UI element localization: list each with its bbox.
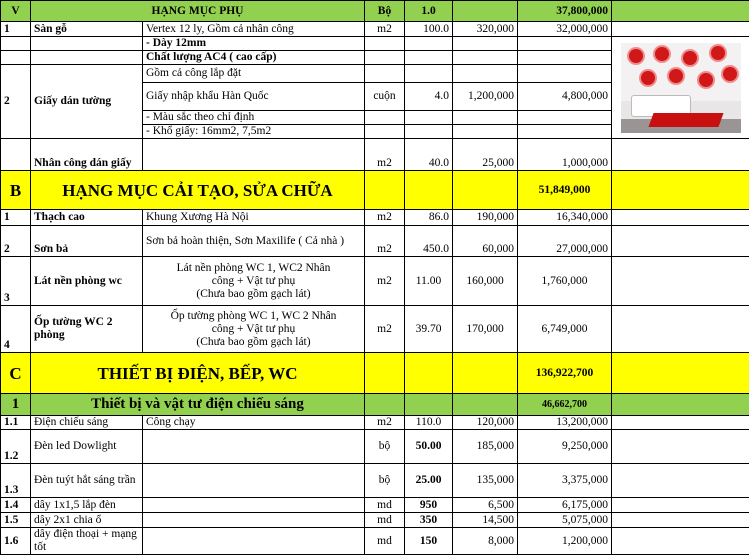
table-row: 2 Giấy dán tường Gồm cả công lắp đặt: [1, 65, 749, 83]
header-title: HẠNG MỤC PHỤ: [31, 1, 365, 22]
table-row: 3 Lát nền phòng wc Lát nền phòng WC 1, WC2 Nhân công + Vật tư phụ (Chưa bao gồm gạch lát) m2 11.00 160,000 1,760,000: [1, 257, 749, 306]
header-row: [1, 1, 749, 22]
table-row: Chất lượng AC4 ( cao cấp): [1, 51, 749, 65]
wallpaper-photo-cell: [612, 37, 749, 139]
table-row: 1.4 dây 1x1,5 lắp đèn md 950 6,500 6,175,000: [1, 498, 749, 513]
section-c-row: C THIẾT BỊ ĐIỆN, BẾP, WC 136,922,700: [1, 353, 749, 394]
subsection-1-row: 1 Thiết bị và vật tư điện chiếu sáng 46,662,700: [1, 394, 749, 416]
table-row: 1 Sàn gỗ Vertex 12 ly, Gồm cả nhân công m2 100.0 320,000 32,000,000: [1, 22, 749, 37]
table-row: 1.1 Điện chiếu sáng Công chạy m2 110.0 120,000 13,200,000: [1, 416, 749, 430]
table-row: Nhân công dán giấy m2 40.0 25,000 1,000,000: [1, 139, 749, 171]
table-row: - Khổ giấy: 16mm2, 7,5m2: [1, 125, 749, 139]
header-col-a: V: [1, 1, 31, 22]
table-row: - Dày 12mm: [1, 37, 749, 51]
table-row: 1.5 dây 2x1 chia ổ md 350 14,500 5,075,000: [1, 513, 749, 528]
table-row: 4 Ốp tường WC 2 phòng Ốp tường phòng WC 1, WC 2 Nhân công + Vật tư phụ (Chưa bao gồm gạch lát) m2 39.70 170,000 6,749,000: [1, 306, 749, 353]
table-row: 1.6 dây điện thoại + mạng tốt md 150 8,000 1,200,000: [1, 528, 749, 555]
wallpaper-photo: [621, 43, 741, 133]
section-b-title: HẠNG MỤC CẢI TẠO, SỬA CHỮA: [31, 171, 365, 210]
section-c-title: THIẾT BỊ ĐIỆN, BẾP, WC: [31, 353, 365, 394]
section-b-row: B HẠNG MỤC CẢI TẠO, SỬA CHỮA 51,849,000: [1, 171, 749, 210]
table-row: 2 Sơn bả Sơn bả hoàn thiện, Sơn Maxilife ( Cả nhà ) m2 450.0 60,000 27,000,000: [1, 226, 749, 257]
table-row: 1.2 Đèn led Dowlight bộ 50.00 185,000 9,250,000: [1, 430, 749, 464]
table-row: - Màu sắc theo chỉ định: [1, 111, 749, 125]
header-unit: Bộ: [365, 1, 405, 22]
table-row: 1.3 Đèn tuýt hắt sáng trần bộ 25.00 135,000 3,375,000: [1, 464, 749, 498]
table-row: Giấy nhập khẩu Hàn Quốc cuộn 4.0 1,200,000 4,800,000: [1, 83, 749, 111]
header-total: 37,800,000: [518, 1, 612, 22]
table-row: 1 Thạch cao Khung Xương Hà Nội m2 86.0 190,000 16,340,000: [1, 210, 749, 226]
subsection-1-title: Thiết bị và vật tư điện chiếu sáng: [31, 394, 365, 416]
header-qty: 1.0: [405, 1, 453, 22]
